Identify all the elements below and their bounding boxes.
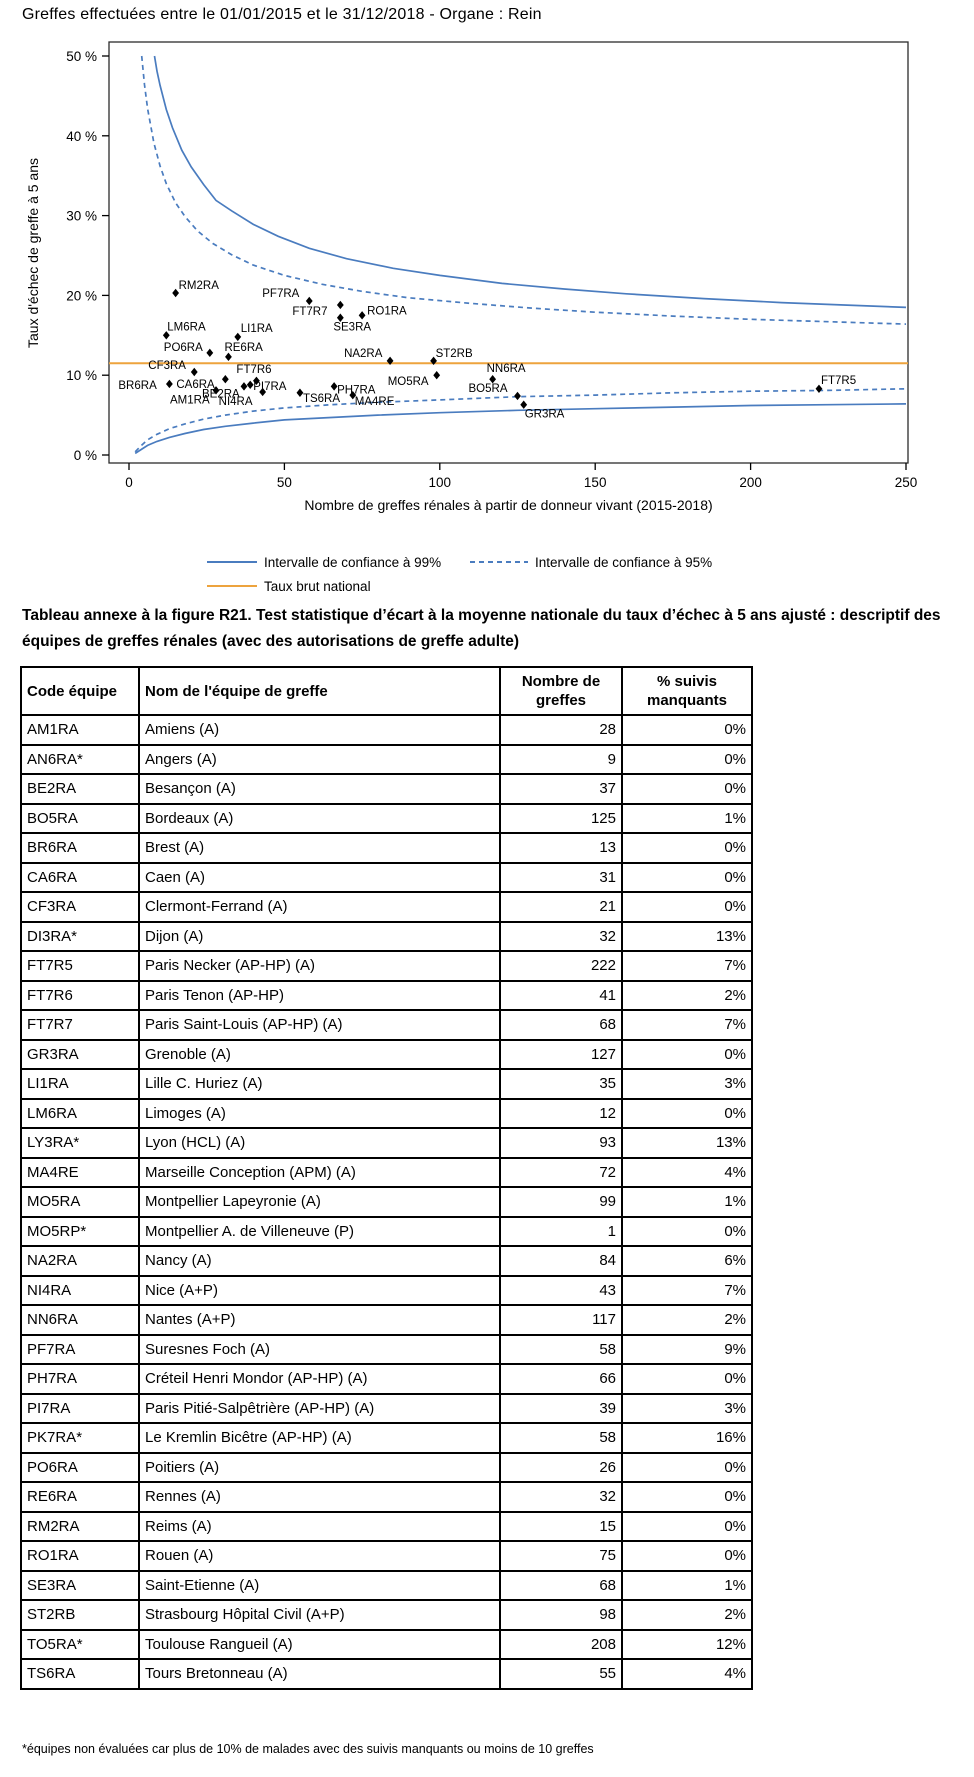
teams-table (20, 666, 753, 1690)
cell-count: 66 (500, 1364, 622, 1394)
cell-name: Amiens (A) (139, 715, 500, 745)
legend-label-2: Taux brut national (264, 579, 371, 594)
cell-name: Lille C. Huriez (A) (139, 1069, 500, 1099)
table-row (21, 1010, 752, 1040)
footnote: *équipes non évaluées car plus de 10% de malades avec des suivis manquants ou moins de 10 greffes (22, 1742, 594, 1756)
point-label-PH7RA: PH7RA (337, 384, 376, 397)
point-MO5RA (433, 371, 440, 379)
x-tick-label: 0 (125, 475, 133, 490)
point-CF3RA (191, 368, 198, 376)
point-label-GR3RA: GR3RA (524, 408, 565, 421)
table-row (21, 1659, 752, 1689)
table-row (21, 981, 752, 1011)
cell-count: 58 (500, 1423, 622, 1453)
table-row (21, 1187, 752, 1217)
point-label-BE2RA: BE2RA (201, 388, 240, 401)
table-row (21, 1128, 752, 1158)
cell-count: 117 (500, 1305, 622, 1335)
cell-pct: 0% (622, 833, 752, 863)
cell-count: 55 (500, 1659, 622, 1689)
cell-pct: 7% (622, 1276, 752, 1306)
cell-code: LY3RA* (21, 1128, 139, 1158)
point-label-LM6RA: LM6RA (167, 321, 206, 334)
cell-pct: 0% (622, 892, 752, 922)
y-tick-label: 40 % (66, 128, 97, 144)
legend-label-0: Intervalle de confiance à 99% (264, 555, 442, 570)
cell-code: MA4RE (21, 1158, 139, 1188)
point-BE2RA (241, 382, 248, 390)
cell-code: FT7R5 (21, 951, 139, 981)
cell-count: 58 (500, 1335, 622, 1365)
table-row (21, 1600, 752, 1630)
cell-name: Rennes (A) (139, 1482, 500, 1512)
point-label-FT7R5: FT7R5 (820, 374, 857, 387)
point-label-MA4RE: MA4RE (354, 396, 395, 409)
table-row (21, 1040, 752, 1070)
cell-name: Montpellier A. de Villeneuve (P) (139, 1217, 500, 1247)
point-label-PI7RA: PI7RA (253, 380, 287, 393)
cell-name: Paris Pitié-Salpêtrière (AP-HP) (A) (139, 1394, 500, 1424)
table-row (21, 1482, 752, 1512)
cell-pct: 3% (622, 1069, 752, 1099)
cell-pct: 0% (622, 1217, 752, 1247)
cell-pct: 1% (622, 1571, 752, 1601)
cell-code: PH7RA (21, 1364, 139, 1394)
cell-code: RM2RA (21, 1512, 139, 1542)
point-label-FT7R6: FT7R6 (236, 363, 272, 376)
point-BO5RA (514, 392, 521, 400)
point-label-RO1RA: RO1RA (367, 305, 407, 318)
cell-pct: 4% (622, 1158, 752, 1188)
cell-count: 208 (500, 1630, 622, 1660)
cell-count: 84 (500, 1246, 622, 1276)
table-row (21, 1453, 752, 1483)
cell-code: SE3RA (21, 1571, 139, 1601)
cell-code: BE2RA (21, 774, 139, 804)
cell-code: RO1RA (21, 1541, 139, 1571)
point-SE3RA (337, 314, 344, 322)
point-BR6RA (166, 380, 173, 388)
point-label-SE3RA: SE3RA (333, 321, 372, 334)
cell-name: Tours Bretonneau (A) (139, 1659, 500, 1689)
cell-pct: 9% (622, 1335, 752, 1365)
table-row (21, 1364, 752, 1394)
table-row (21, 1571, 752, 1601)
cell-name: Reims (A) (139, 1512, 500, 1542)
cell-count: 68 (500, 1010, 622, 1040)
cell-code: TO5RA* (21, 1630, 139, 1660)
cell-code: TS6RA (21, 1659, 139, 1689)
table-row (21, 1158, 752, 1188)
y-tick-label: 10 % (66, 368, 97, 384)
point-GR3RA (520, 401, 527, 409)
table-row (21, 715, 752, 745)
column-header-count: Nombre de greffes (500, 667, 622, 715)
cell-name: Paris Saint-Louis (AP-HP) (A) (139, 1010, 500, 1040)
cell-count: 93 (500, 1128, 622, 1158)
table-row (21, 951, 752, 981)
point-FT7R7 (337, 301, 344, 309)
cell-name: Suresnes Foch (A) (139, 1335, 500, 1365)
point-label-NA2RA: NA2RA (344, 347, 383, 360)
x-tick-label: 200 (739, 475, 762, 490)
cell-name: Brest (A) (139, 833, 500, 863)
point-label-NN6RA: NN6RA (486, 363, 526, 376)
point-PF7RA (306, 297, 313, 305)
cell-pct: 12% (622, 1630, 752, 1660)
cell-name: Le Kremlin Bicêtre (AP-HP) (A) (139, 1423, 500, 1453)
point-label-ST2RB: ST2RB (435, 347, 473, 360)
cell-count: 15 (500, 1512, 622, 1542)
cell-count: 28 (500, 715, 622, 745)
cell-pct: 16% (622, 1423, 752, 1453)
table-row (21, 745, 752, 775)
point-label-RM2RA: RM2RA (178, 280, 219, 293)
cell-code: BR6RA (21, 833, 139, 863)
cell-pct: 0% (622, 1364, 752, 1394)
cell-name: Montpellier Lapeyronie (A) (139, 1187, 500, 1217)
cell-code: ST2RB (21, 1600, 139, 1630)
cell-code: AM1RA (21, 715, 139, 745)
cell-code: NI4RA (21, 1276, 139, 1306)
y-axis-title: Taux d'échec de greffe à 5 ans (25, 158, 41, 348)
cell-count: 32 (500, 1482, 622, 1512)
point-label-CF3RA: CF3RA (148, 360, 186, 373)
cell-code: PI7RA (21, 1394, 139, 1424)
cell-pct: 4% (622, 1659, 752, 1689)
cell-count: 31 (500, 863, 622, 893)
cell-code: NN6RA (21, 1305, 139, 1335)
point-label-BR6RA: BR6RA (118, 379, 157, 392)
cell-count: 125 (500, 804, 622, 834)
table-row (21, 774, 752, 804)
cell-pct: 0% (622, 1453, 752, 1483)
cell-name: Grenoble (A) (139, 1040, 500, 1070)
x-tick-label: 250 (894, 475, 918, 490)
cell-code: RE6RA (21, 1482, 139, 1512)
point-label-TS6RA: TS6RA (302, 392, 341, 405)
cell-name: Nantes (A+P) (139, 1305, 500, 1335)
cell-count: 39 (500, 1394, 622, 1424)
point-label-RE6RA: RE6RA (224, 341, 263, 354)
table-row (21, 863, 752, 893)
column-header-pct: % suivis manquants (622, 667, 752, 715)
cell-code: MO5RA (21, 1187, 139, 1217)
page-title: Greffes effectuées entre le 01/01/2015 et le 31/12/2018 - Organe : Rein (22, 6, 542, 23)
point-label-AM1RA: AM1RA (170, 394, 210, 407)
cell-pct: 0% (622, 1099, 752, 1129)
table-header (21, 667, 752, 715)
cell-pct: 6% (622, 1246, 752, 1276)
table-row (21, 1069, 752, 1099)
table-title: Tableau annexe à la figure R21. Test statistique d’écart à la moyenne nationale du taux d’échec à 5 ans ajusté : descriptif des équipes de greffes rénales (avec des autorisations de greffe adulte) (22, 607, 941, 650)
cell-pct: 2% (622, 1305, 752, 1335)
point-label-FT7R7: FT7R7 (292, 305, 328, 318)
cell-pct: 0% (622, 745, 752, 775)
legend-label-1: Intervalle de confiance à 95% (535, 555, 713, 570)
point-label-PF7RA: PF7RA (262, 287, 300, 300)
cell-name: Poitiers (A) (139, 1453, 500, 1483)
cell-count: 68 (500, 1571, 622, 1601)
x-tick-label: 50 (276, 475, 292, 490)
cell-pct: 7% (622, 951, 752, 981)
cell-count: 32 (500, 922, 622, 952)
cell-pct: 0% (622, 1040, 752, 1070)
table-row (21, 1630, 752, 1660)
table-row (21, 1305, 752, 1335)
ci95-upper-curve (142, 56, 906, 324)
cell-name: Strasbourg Hôpital Civil (A+P) (139, 1600, 500, 1630)
column-header-name: Nom de l'équipe de greffe (139, 667, 500, 715)
cell-code: PF7RA (21, 1335, 139, 1365)
cell-name: Créteil Henri Mondor (AP-HP) (A) (139, 1364, 500, 1394)
cell-count: 98 (500, 1600, 622, 1630)
table-row (21, 1423, 752, 1453)
cell-name: Angers (A) (139, 745, 500, 775)
cell-count: 99 (500, 1187, 622, 1217)
table-row (21, 922, 752, 952)
cell-pct: 0% (622, 1512, 752, 1542)
cell-code: PO6RA (21, 1453, 139, 1483)
cell-name: Rouen (A) (139, 1541, 500, 1571)
table-row (21, 804, 752, 834)
funnel-chart (0, 0, 974, 600)
cell-code: LM6RA (21, 1099, 139, 1129)
cell-pct: 13% (622, 1128, 752, 1158)
cell-count: 222 (500, 951, 622, 981)
cell-pct: 0% (622, 715, 752, 745)
column-header-code: Code équipe (21, 667, 139, 715)
point-RE6RA (225, 353, 232, 361)
point-label-LI1RA: LI1RA (240, 322, 273, 335)
cell-count: 127 (500, 1040, 622, 1070)
x-axis-title: Nombre de greffes rénales à partir de donneur vivant (2015-2018) (304, 497, 713, 513)
point-label-NI4RA: NI4RA (218, 395, 253, 408)
cell-pct: 1% (622, 804, 752, 834)
cell-name: Lyon (HCL) (A) (139, 1128, 500, 1158)
cell-pct: 3% (622, 1394, 752, 1424)
x-tick-label: 100 (428, 475, 452, 490)
table-row (21, 1394, 752, 1424)
point-PO6RA (206, 349, 213, 357)
cell-pct: 0% (622, 1482, 752, 1512)
table-row (21, 1099, 752, 1129)
cell-code: FT7R7 (21, 1010, 139, 1040)
cell-code: MO5RP* (21, 1217, 139, 1247)
cell-pct: 2% (622, 1600, 752, 1630)
cell-name: Paris Tenon (AP-HP) (139, 981, 500, 1011)
cell-pct: 0% (622, 1541, 752, 1571)
cell-pct: 1% (622, 1187, 752, 1217)
table-row (21, 892, 752, 922)
cell-code: LI1RA (21, 1069, 139, 1099)
cell-name: Toulouse Rangueil (A) (139, 1630, 500, 1660)
cell-name: Nancy (A) (139, 1246, 500, 1276)
cell-count: 37 (500, 774, 622, 804)
cell-count: 12 (500, 1099, 622, 1129)
table-row (21, 1276, 752, 1306)
cell-code: PK7RA* (21, 1423, 139, 1453)
cell-count: 41 (500, 981, 622, 1011)
point-label-BO5RA: BO5RA (468, 382, 508, 395)
point-label-CA6RA: CA6RA (176, 379, 215, 392)
table-row (21, 1541, 752, 1571)
cell-code: CF3RA (21, 892, 139, 922)
cell-name: Marseille Conception (APM) (A) (139, 1158, 500, 1188)
cell-count: 35 (500, 1069, 622, 1099)
cell-name: Bordeaux (A) (139, 804, 500, 834)
cell-code: GR3RA (21, 1040, 139, 1070)
x-tick-label: 150 (583, 475, 607, 490)
y-tick-label: 30 % (66, 208, 97, 224)
cell-name: Dijon (A) (139, 922, 500, 952)
y-tick-label: 50 % (66, 49, 97, 64)
ci99-upper-curve (155, 56, 907, 307)
cell-count: 13 (500, 833, 622, 863)
point-label-PO6RA: PO6RA (163, 341, 203, 354)
cell-code: BO5RA (21, 804, 139, 834)
cell-code: DI3RA* (21, 922, 139, 952)
cell-name: Besançon (A) (139, 774, 500, 804)
cell-pct: 7% (622, 1010, 752, 1040)
cell-pct: 13% (622, 922, 752, 952)
cell-name: Limoges (A) (139, 1099, 500, 1129)
cell-pct: 2% (622, 981, 752, 1011)
point-CA6RA (222, 375, 229, 383)
cell-count: 72 (500, 1158, 622, 1188)
point-label-MO5RA: MO5RA (387, 376, 429, 389)
cell-code: AN6RA* (21, 745, 139, 775)
table-row (21, 1335, 752, 1365)
cell-count: 43 (500, 1276, 622, 1306)
y-tick-label: 20 % (66, 288, 97, 304)
cell-count: 9 (500, 745, 622, 775)
cell-count: 75 (500, 1541, 622, 1571)
table-row (21, 833, 752, 863)
cell-name: Saint-Etienne (A) (139, 1571, 500, 1601)
cell-name: Clermont-Ferrand (A) (139, 892, 500, 922)
cell-pct: 0% (622, 863, 752, 893)
ci99-lower-curve (135, 404, 906, 454)
cell-code: FT7R6 (21, 981, 139, 1011)
table-row (21, 1512, 752, 1542)
cell-name: Caen (A) (139, 863, 500, 893)
cell-code: CA6RA (21, 863, 139, 893)
cell-name: Nice (A+P) (139, 1276, 500, 1306)
cell-pct: 0% (622, 774, 752, 804)
cell-name: Paris Necker (AP-HP) (A) (139, 951, 500, 981)
cell-count: 26 (500, 1453, 622, 1483)
y-tick-label: 0 % (73, 448, 97, 463)
cell-code: NA2RA (21, 1246, 139, 1276)
table-row (21, 1246, 752, 1276)
point-RO1RA (359, 311, 366, 319)
cell-count: 21 (500, 892, 622, 922)
table-row (21, 1217, 752, 1247)
cell-count: 1 (500, 1217, 622, 1247)
